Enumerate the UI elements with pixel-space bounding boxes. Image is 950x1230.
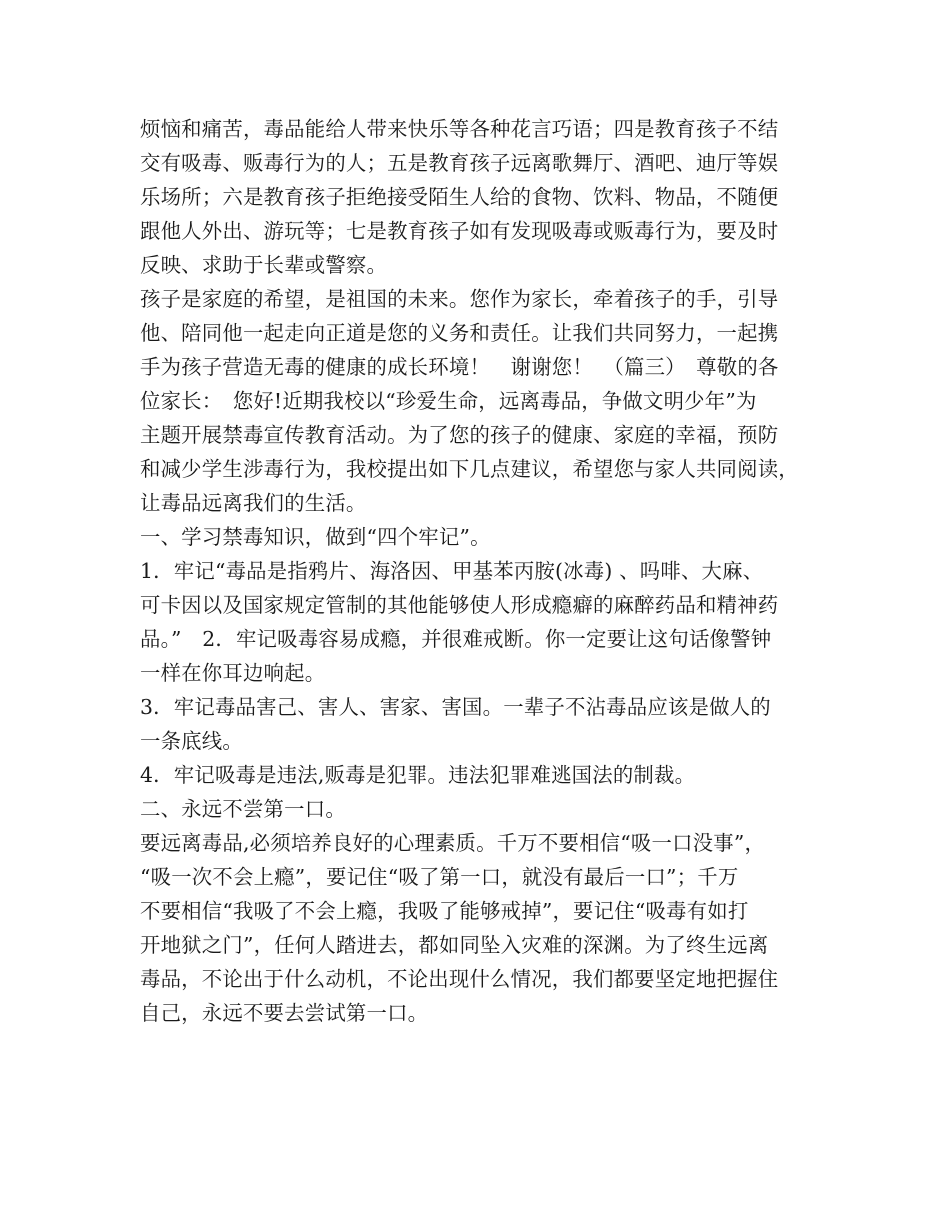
text-line: 让毒品远离我们的生活。 [140,491,367,515]
text-line: 要远离毒品,必须培养良好的心理素质。千万不要相信“吸一口没事”， [140,831,766,855]
text-line: 3．牢记毒品害己、害人、害家、害国。一辈子不沾毒品应该是做人的 [140,695,771,719]
text-line: 跟他人外出、游玩等；七是教育孩子如有发现吸毒或贩毒行为，要及时 [140,219,779,243]
text-line: 品。” 2．牢记吸毒容易成瘾，并很难戒断。你一定要让这句话像警钟 [140,627,772,651]
text-line: 位家长： 您好!近期我校以“珍爱生命，远离毒品，争做文明少年”为 [140,389,757,413]
text-line: 自己，永远不要去尝试第一口。 [140,1001,429,1025]
text-line: 开地狱之门”，任何人踏进去，都如同坠入灾难的深渊。为了终生远离 [140,933,769,957]
text-line: 主题开展禁毒宣传教育活动。为了您的孩子的健康、家庭的幸福，预防 [140,423,779,447]
text-line: 交有吸毒、贩毒行为的人；五是教育孩子远离歌舞厅、酒吧、迪厅等娱 [140,151,779,175]
text-line: 不要相信“我吸了不会上瘾，我吸了能够戒掉”，要记住“吸毒有如打 [140,899,749,923]
text-line: 他、陪同他一起走向正道是您的义务和责任。让我们共同努力，一起携 [140,321,779,345]
text-line: 孩子是家庭的希望，是祖国的未来。您作为家长，牵着孩子的手，引导 [140,287,779,311]
text-line: 1．牢记“毒品是指鸦片、海洛因、甲基苯丙胺(冰毒) 、吗啡、大麻、 [140,559,764,583]
text-line: 毒品，不论出于什么动机，不论出现什么情况，我们都要坚定地把握住 [140,967,779,991]
text-line: 可卡因以及国家规定管制的其他能够使人形成瘾癖的麻醉药品和精神药 [140,593,779,617]
text-line: 一样在你耳边响起。 [140,661,326,685]
text-line: 4．牢记吸毒是违法,贩毒是犯罪。违法犯罪难逃国法的制裁。 [140,763,696,787]
section-heading: 一、学习禁毒知识，做到“四个牢记”。 [140,525,491,549]
text-line: 一条底线。 [140,729,243,753]
text-line: 手为孩子营造无毒的健康的成长环境！ 谢谢您！ （篇三） 尊敬的各 [140,355,779,379]
section-heading: 二、永远不尝第一口。 [140,797,346,821]
text-line: 乐场所；六是教育孩子拒绝接受陌生人给的食物、饮料、物品，不随便 [140,185,779,209]
text-line: “吸一次不会上瘾”，要记住“吸了第一口，就没有最后一口”；千万 [140,865,739,889]
text-line: 和减少学生涉毒行为，我校提出如下几点建议，希望您与家人共同阅读， [140,457,799,481]
text-line: 反映、求助于长辈或警察。 [140,253,388,277]
text-line: 烦恼和痛苦，毒品能给人带来快乐等各种花言巧语；四是教育孩子不结 [140,117,779,141]
document-body [140,112,830,1030]
